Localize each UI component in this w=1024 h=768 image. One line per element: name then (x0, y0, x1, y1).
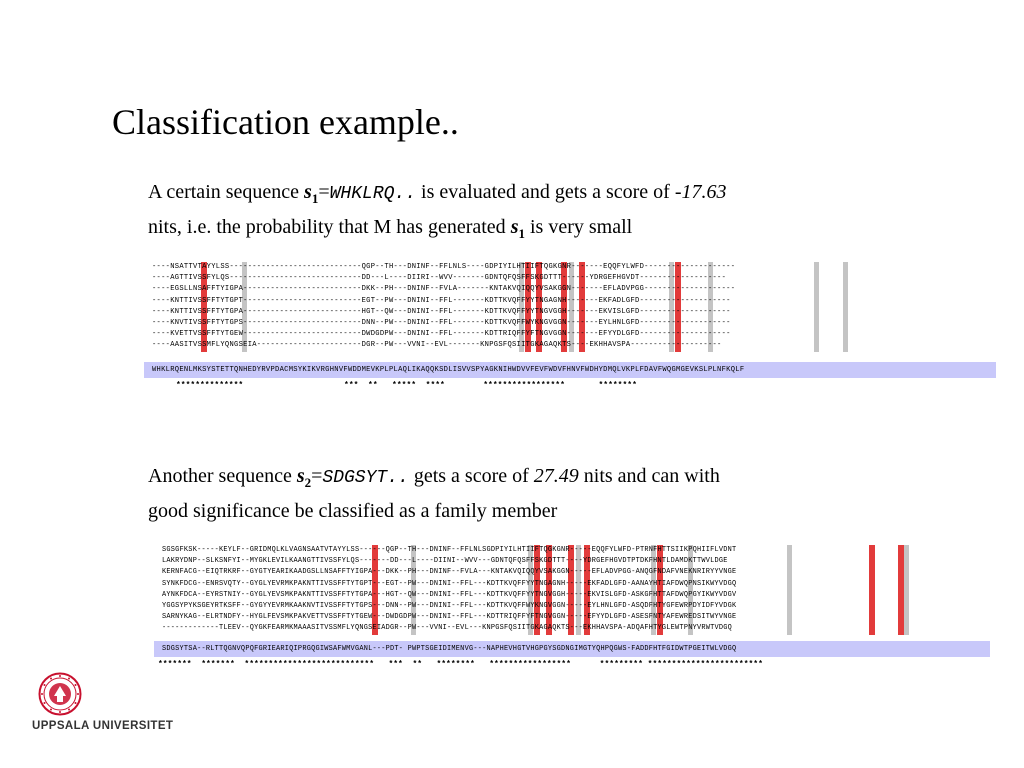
sequence-s1-value: WHKLRQ.. (329, 184, 417, 204)
alignment-row: -------------TLEEV--QYGKFEARMKMAAASITVSSMFLYQNGSEIADGR--PW---VVNI--EVL---KNPGSFQSIITGKAGAQKTS---EKHHAVSPA-ADQAFHTYGLEWTPNYVRWTVDGQ (162, 624, 733, 633)
alignment-row: YGGSYPYKSGEYRTKSFF--GYGYYEVRMKAAKNVTIVSSFFTYTGPS---DNN--PW---DNINI--FFL---KDTTKVQFFWYKNGVGGN-----EYLHNLGFD-ASQDFHTYGFEWRPDYIDFYVDGK (162, 601, 737, 610)
paragraph-first-sequence: A certain sequence $s_1=WHKLRQ$.. is evaluated and gets a score of -17.63 nits, i.e. the probability that M has generated $s_1$ is very small (148, 181, 727, 241)
alignment-row: ----AASITVSSMFLYQNGSEIA-----------------------DGR--PW---VVNI--EVL-------KNPGSFQSIITGKAGAQKTS----EKHHAVSPA-------------------- (152, 341, 722, 350)
conserved-column-highlight (869, 545, 875, 635)
query-sequence-row: WHKLRQENLMKSYSTETTQNHEDYRVPDACMSYKIKVRGHNVFWDDMEVKPLPLAQLIKAQQKSDLISVVSPYAGKNIHWDVVFEVFWDVFHNVFWDHYDMQLVKPLFDAVFWQGMGEVKSLPLNFKQLF (144, 362, 996, 378)
consensus-stars-row: ************** *** ** ***** **** ***************** ******** (176, 380, 637, 390)
uppsala-university-seal-icon (38, 672, 82, 716)
similar-column-highlight (787, 545, 792, 635)
paragraph-second-sequence: Another sequence $s_2=SDGSYT$.. gets a score of 27.49 nits and can with good significance be classified as a family member (148, 465, 720, 522)
sequence-s2-value: SDGSYT.. (322, 468, 409, 488)
alignment-row: AYNKFDCA--EYRSTNIY--GYGLYEVSMKPAKNTTIVSSFFTYTGPA---HGT--QW---DNINI--FFL---KDTTKVQFFYYTNGVGGH-----EKVISLGFD-ASKGFHTTAFDWQPGYIKWYVDGV (162, 590, 737, 599)
alignment-row: ----KNVTIVSSFFTYTGPS--------------------------DNN--PW---DNINI--FFL-------KDTTKVQFFWYKNGVGGN-------EYLHNLGFD-------------------- (152, 318, 731, 327)
consensus-stars-row: ******* ******* *************************** *** ** ******** ***************** ********* ************************ (158, 659, 763, 669)
university-name: UPPSALA UNIVERSITET (32, 720, 174, 732)
similar-column-highlight (843, 262, 848, 352)
alignment-row: SGSGFKSK-----KEYLF--GRIDMQLKLVAGNSAATVTAYYLSS------QGP--TH---DNINF--FFLNLSGDPIYILHTIIFTQGKGNR-----EQQFYLWFD-PTRNFHTTSIIKPQHIIFLVDNT (162, 546, 737, 554)
similar-column-highlight (904, 545, 909, 635)
alignment-block-2 (154, 545, 990, 673)
alignment-row: ----NSATTVTAYYLSS-----------------------------QGP--TH---DNINF--FFLNLS----GDPIYILHTIIFTQGKGNR-------EQQFYLWFD-------------------- (152, 263, 736, 271)
alignment-row: ----KVETTVSSFFTYTGEW--------------------------DWDGDPW---DNINI--FFL-------KDTTRIQFFYFTNGVGGN-------EFYYDLGFD-------------------- (152, 330, 731, 339)
slide-title: Classification example.. (112, 102, 459, 142)
alignment-row: ----AGTTIVSSFYLQS-----------------------------DD---L----DIIRI--WVV-------GDNTQFQSFFSKGDTTT------YDRGEFHGVDT------------------- (152, 274, 727, 283)
alignment-row: ----EGSLLNSAFFTYIGPA--------------------------DKK--PH---DNINF--FVLA-------KNTAKVQIQQYVSAKGGN-------EFLADVPGG-------------------- (152, 285, 736, 294)
alignment-row: LAKRYDNP--SLKSNFYI--MYGKLEVILKAANGTTIVSSFYLQS-------DD---L----DIINI--WVV---GDNTQFQSFFSKGDTTT----YDRGEFHGVDTPTDKFHNTLDAMDKTTWVLDGE (162, 557, 728, 566)
alignment-row: ----KNTTIVSSFFTYTGPA--------------------------HGT--QW---DNINI--FFL-------KDTTKVQFFYYTNGVGGH-------EKVISLGFD-------------------- (152, 307, 731, 316)
alignment-row: ----KNTTIVSSFFTYTGPT--------------------------EGT--PW---DNINI--FFL-------KDTTKVQFFYYTNGAGNH-------EKFADLGFD-------------------- (152, 296, 731, 305)
score-s2: 27.49 (533, 465, 579, 487)
alignment-row: SARNYKAG--ELRTNDFY--HYGLFEVSMKPAKVETTVSSFFTYTGEW---DWDGDPW---DNINI--FFL---KDTTRIQFFYFTNGVGGN-----EFYYDLGFD-ASESFNTYAFEWREDSITWYVNGE (162, 613, 737, 622)
query-sequence-row: SDGSYTSA--RLTTQGNVQPQFGRIEARIQIPRGQGIWSAFWMVGANL---PDT- PWPTSGEIDIMENVG---NAPHEVHGTVHGPGYSGDNGIMGTYQHPQGWS-FADDFHTFGIDWTPGEITWLVDGQ (154, 641, 990, 657)
similar-column-highlight (814, 262, 819, 352)
score-s1: -17.63 (674, 181, 727, 203)
alignment-row: KERNFACG--EIQTRKRF--GYGTYEARIKAADGSLLNSAFFTYIGPA---DKK--PH---DNINF--FVLA---KNTAKVQIQQYVSAKGGN-----EFLADVPGG-ANQGFNDAFVNEKNRIRYYVNGE (162, 568, 737, 577)
alignment-row: SYNKFDCG--ENRSVQTY--GYGLYEVRMKPAKNTTIVSSFFTYTGPT---EGT--PW---DNINI--FFL---KDTTKVQFFYYTNGAGNH-----EKFADLGFD-AANAYHTIAFDWQPNSIKWYVDGQ (162, 579, 737, 588)
alignment-block-1 (144, 262, 996, 394)
